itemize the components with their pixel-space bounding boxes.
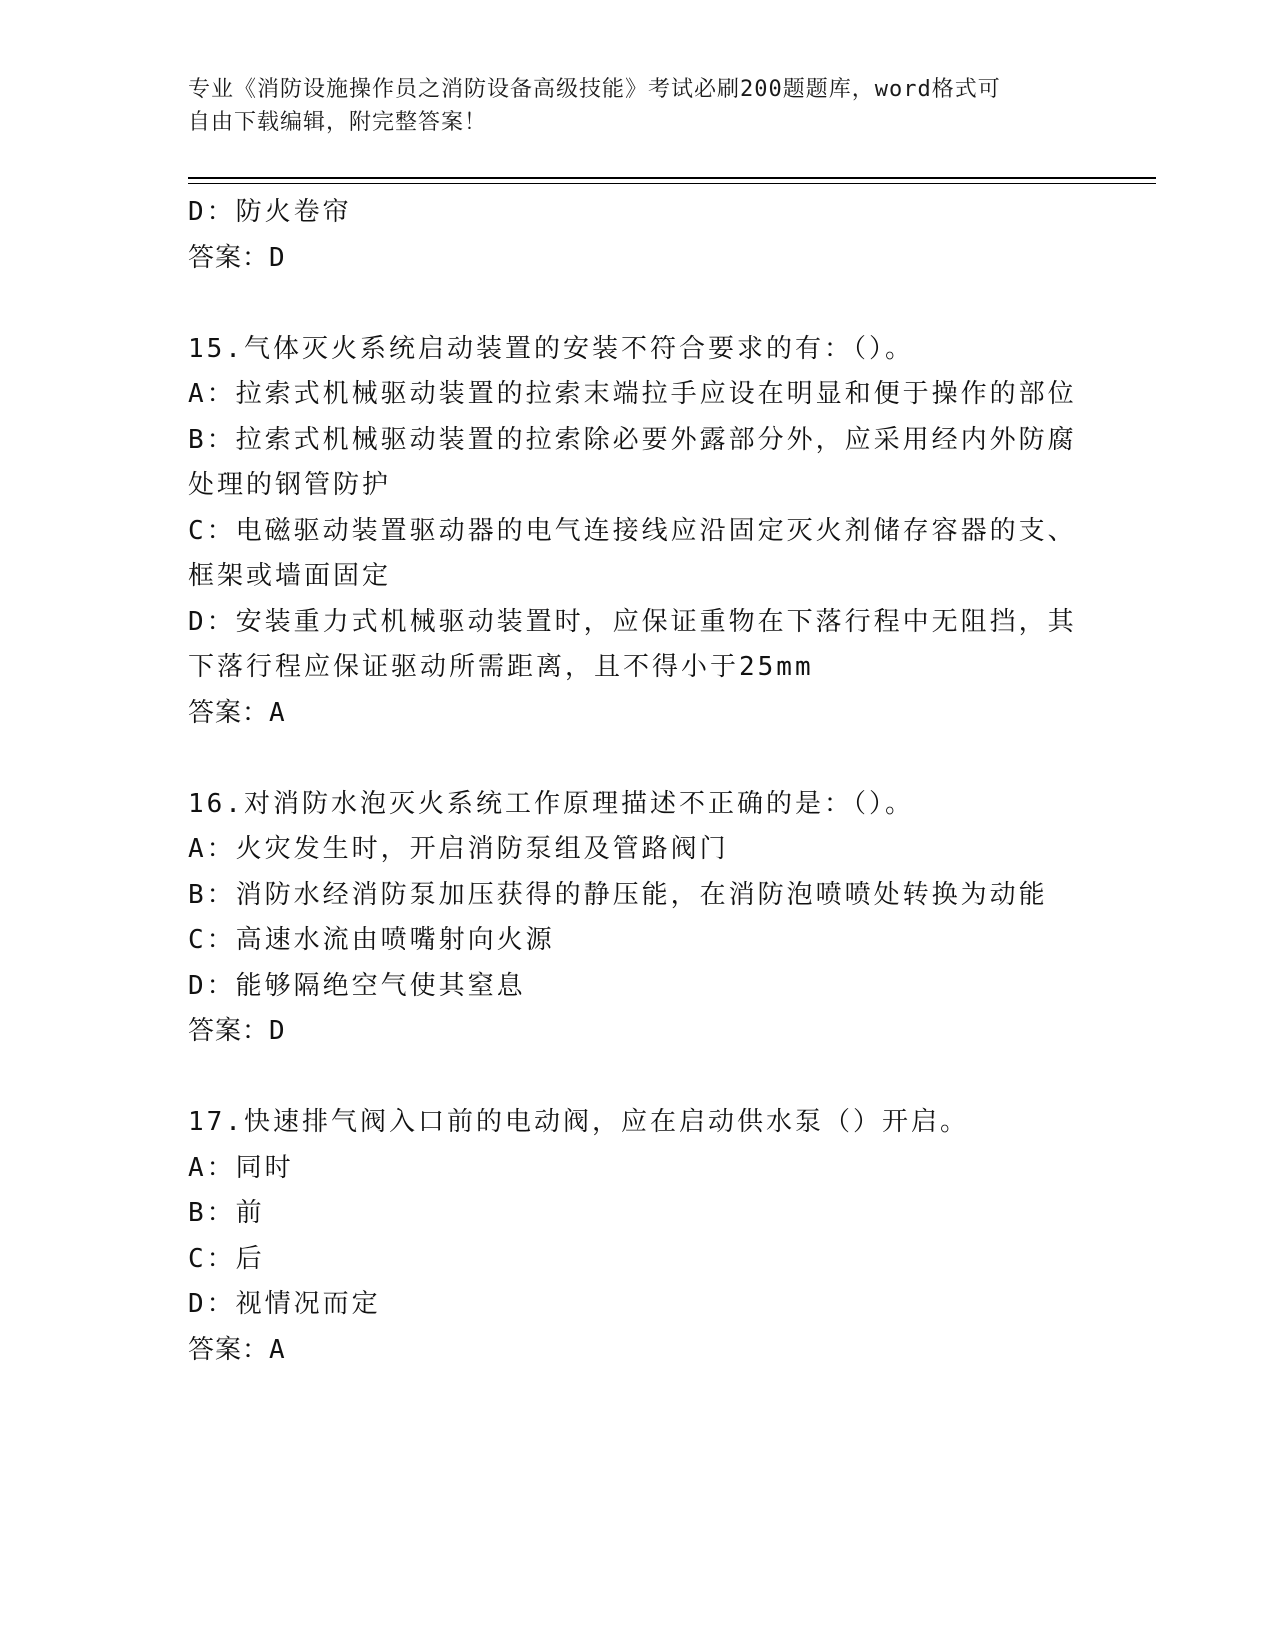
option-d: D：防火卷帘 [188,197,352,227]
answer: 答案：A [188,1334,286,1365]
document-body [188,190,1088,1373]
document-header [188,73,1068,139]
question-title: 17.快速排气阀入口前的电动阀，应在启动供水泵（）开启。 [188,1107,969,1137]
option-d-line-2: 下落行程应保证驱动所需距离，且不得小于25mm [188,652,814,682]
option-a: A：同时 [188,1152,294,1183]
option-d-line-1: D：安装重力式机械驱动装置时，应保证重物在下落行程中无阻挡，其 [188,606,1077,637]
option-a: A：拉索式机械驱动装置的拉索末端拉手应设在明显和便于操作的部位 [188,379,1077,409]
option-b-line-2: 处理的钢管防护 [188,470,392,500]
spacer [188,281,1088,327]
option-c: C：高速水流由喷嘴射向火源 [188,925,555,955]
option-b: B：前 [188,1198,265,1228]
question-title: 16.对消防水泡灭火系统工作原理描述不正确的是：（）。 [188,788,914,819]
option-d: D：视情况而定 [188,1289,381,1319]
header-divider-thick [188,177,1156,179]
option-c: C：后 [188,1243,265,1274]
option-a: A：火灾发生时，开启消防泵组及管路阀门 [188,834,729,864]
question-15 [188,327,1088,737]
spacer [188,736,1088,782]
question-title: 15.气体灭火系统启动装置的安装不符合要求的有：（）。 [188,333,914,364]
question-17 [188,1100,1088,1373]
header-line-1: 专业《消防设施操作员之消防设备高级技能》考试必刷200题题库，word格式可 [188,77,1001,102]
option-b: B：消防水经消防泵加压获得的静压能，在消防泡喷喷处转换为动能 [188,879,1048,910]
answer: 答案：A [188,697,286,728]
option-c-line-2: 框架或墙面固定 [188,561,392,591]
previous-question-tail [188,190,1088,281]
option-d: D：能够隔绝空气使其窒息 [188,970,526,1001]
answer: 答案：D [188,242,286,273]
option-c-line-1: C：电磁驱动装置驱动器的电气连接线应沿固定灭火剂储存容器的支、 [188,515,1077,546]
option-b-line-1: B：拉索式机械驱动装置的拉索除必要外露部分外，应采用经内外防腐 [188,424,1077,455]
header-divider-thin [188,183,1156,184]
answer: 答案：D [188,1016,286,1046]
header-line-2: 自由下载编辑，附完整答案！ [188,110,488,135]
question-16 [188,782,1088,1055]
spacer [188,1055,1088,1101]
